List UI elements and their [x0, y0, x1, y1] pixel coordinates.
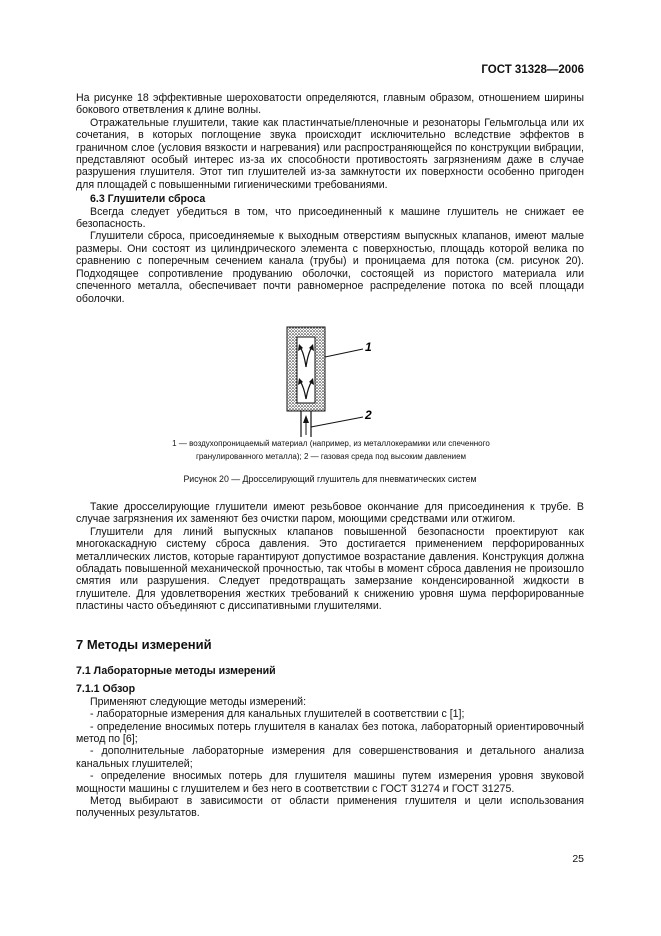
flow-arrow-head	[303, 415, 309, 423]
figure-20	[76, 311, 584, 501]
page-content	[76, 92, 584, 820]
flow-curve-left-upper	[300, 347, 306, 367]
list-item: - определение вносимых потерь для глушителя машины путем измерения уровня звуковой мощности машины с глушителем и без него в соответствии с ГОСТ 31274 и ГОСТ 31275.	[76, 770, 584, 795]
callout-2: 2	[365, 407, 372, 422]
legend-line: гранулированного металла); 2 — газовая среда под высоким давлением	[195, 451, 467, 461]
paragraph: Применяют следующие методы измерений:	[90, 695, 307, 708]
paragraph: Метод выбирают в зависимости от области применения глушителя и цели использования полученных результатов.	[76, 795, 584, 820]
section-heading-7-1: 7.1 Лабораторные методы измерений	[76, 664, 276, 677]
flow-curve-right-upper	[306, 347, 312, 367]
paragraph: На рисунке 18 эффективные шероховатости определяются, главным образом, отношением ширины бокового ответвления к длине волны.	[76, 92, 584, 117]
legend-line: 1 — воздухопроницаемый материал (например, из металлокерамики или спеченного	[172, 438, 490, 448]
section-heading-7-1-1: 7.1.1 Обзор	[76, 683, 136, 696]
throttle-silencer-diagram	[271, 315, 441, 437]
list-item: - определение вносимых потерь глушителя в каналах без потока, лабораторный ориентировочный метод по [6];	[76, 720, 584, 745]
list-item: - лабораторные измерения для канальных глушителей в соответствии с [1];	[90, 708, 465, 721]
paragraph: Такие дросселирующие глушители имеют резьбовое окончание для присоединения к трубе. В случае загрязнения их заменяют без очистки паром, моющими средствами или отжигом.	[76, 500, 584, 526]
section-heading-6-3: 6.3 Глушители сброса	[90, 193, 206, 206]
figure-caption: Рисунок 20 — Дросселирующий глушитель для пневматических систем	[183, 473, 477, 484]
list-item: - дополнительные лабораторные измерения для совершенствования и детального анализа канальных глушителей;	[76, 745, 584, 770]
paragraph: Глушители сброса, присоединяемые к выходным отверстиям выпускных клапанов, имеют малые размеры. Они состоят из цилиндрического элемента с поверхностью, площадь которой велика по сравнению с поперечным сечением канала (трубы) и проницаема для потока (см. рисунок 20). Подходящее сопротивление продуванию оболочки, состоящей из пористого материала или спеченного металла, обеспечивает почти равномерное распределение потока по всей площади оболочки.	[76, 230, 584, 305]
paragraph: Глушители для линий выпускных клапанов повышенной безопасности проектируют как многокаскадную систему сброса давления. Это достигается применением перфорированных металлических листов, которые гарантируют допустимое возрастание давления. Конструкция должна обладать повышенной механической прочностью, так чтобы в момент сброса давления не произошло смятия или разрушения. Следует предотвращать замерзание конденсированной жидкости в глушителе. Для удовлетворения жестких требований к снижению уровня шума перфорированные пластины часто объединяют с диссипативными глушителями.	[76, 525, 584, 613]
figure-legend	[131, 437, 531, 463]
section-heading-7: 7 Методы измерений	[76, 636, 212, 652]
paragraph: Отражательные глушители, такие как пластинчатые/пленочные и резонаторы Гельмгольца или их сочетания, в которых поглощение звука происходит исключительно вследствие эффектов в граничном слое (условия вязкости и нагревания) или распространяющейся по конструкции вибрации, представляют особый интерес из-за их способности противостоять загрязнениям даже в случае разрушения глушителя. Этот тип глушителей из-за замкнутости их поверхности особенно пригоден для площадей с повышенными гигиеническими требованиями.	[76, 116, 584, 191]
paragraph: Всегда следует убедиться в том, что присоединенный к машине глушитель не снижает ее безопасность.	[76, 205, 584, 231]
leader-line-1	[325, 349, 363, 357]
leader-line-2	[311, 417, 363, 427]
document-code-header: ГОСТ 31328—2006	[481, 64, 584, 76]
flow-curve-right-lower	[306, 381, 312, 399]
callout-1: 1	[365, 339, 372, 354]
flow-curve-left-lower	[300, 381, 306, 399]
page-number: 25	[572, 853, 584, 865]
